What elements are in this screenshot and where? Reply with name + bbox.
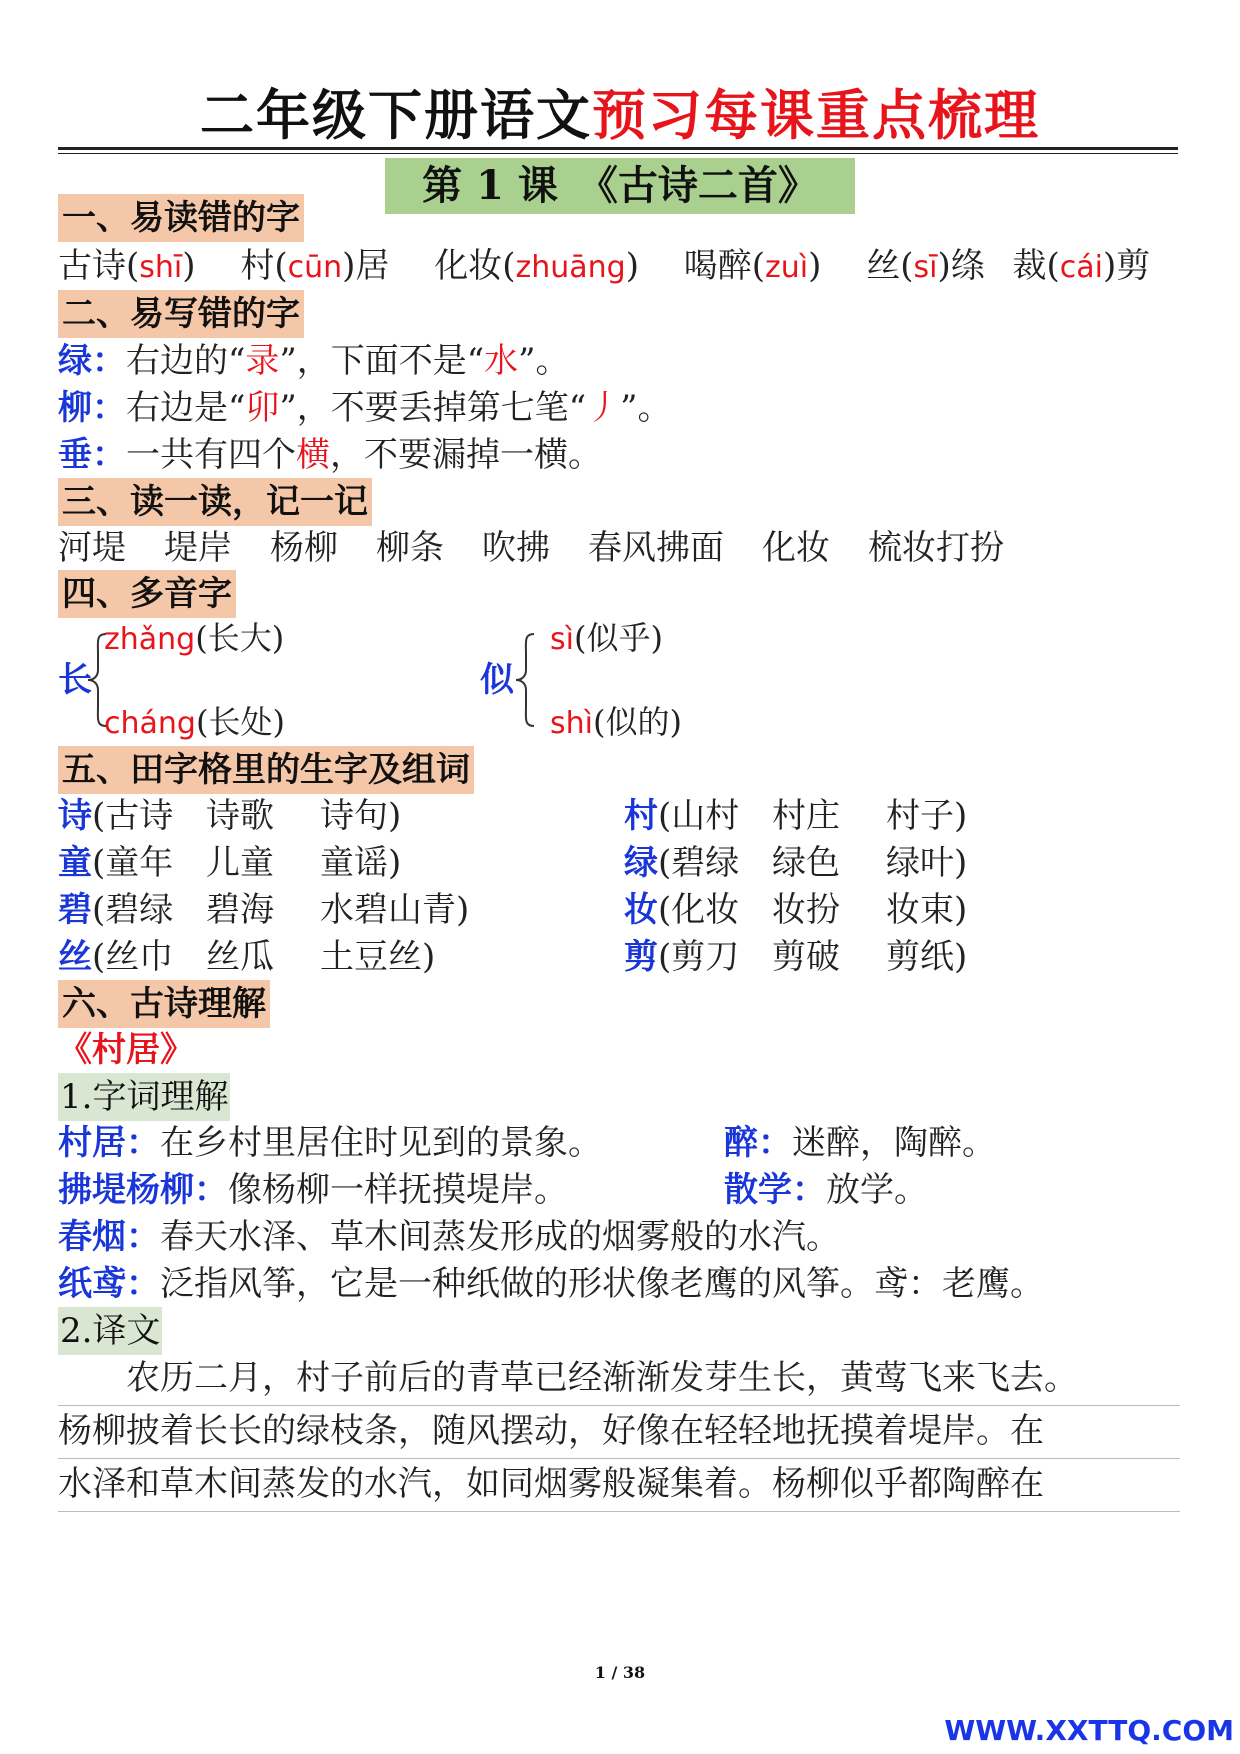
lesson-heading: 第 1 课 《古诗二首》 [385, 158, 855, 214]
polyphone-char: 长 [58, 660, 92, 700]
definition-row: 春烟：春天水泽、草木间蒸发形成的烟雾般的水汽。 [58, 1217, 840, 1257]
misread-item: 村(cūn)居 [240, 246, 390, 286]
brace-icon [514, 632, 536, 728]
section-4-heading: 四、多音字 [58, 570, 236, 618]
title-black-part: 二年级下册语文 [200, 83, 592, 147]
translation-line: 杨柳披着长长的绿枝条，随风摆动，好像在轻轻地抚摸着堤岸。在 [58, 1405, 1180, 1459]
word: 堤岸 [164, 528, 232, 568]
word-group-row: 剪(剪刀 剪破 剪纸) [624, 937, 968, 977]
word-group-row: 村(山村 村庄 村子) [624, 796, 968, 836]
word: 春风拂面 [588, 528, 724, 568]
page-number: 1 / 38 [594, 1663, 646, 1682]
miswrite-row: 绿：右边的“录”，下面不是“水”。 [58, 341, 570, 381]
miswrite-row: 柳：右边是“卯”，不要丢掉第七笔“丿”。 [58, 388, 672, 428]
watermark-url: WWW.XXTTQ.COM [944, 1714, 1234, 1747]
polyphone-top: zhǎng(长大) [104, 619, 285, 657]
word-group-row: 碧(碧绿 碧海 水碧山青) [58, 890, 470, 930]
misread-item: 古诗(shī) [58, 246, 196, 286]
word: 梳妆打扮 [868, 528, 1004, 568]
word-group-row: 妆(化妆 妆扮 妆束) [624, 890, 968, 930]
poem-title: 《村居》 [58, 1030, 194, 1070]
misread-chars-row [58, 242, 1150, 292]
read-words-row [58, 524, 1042, 572]
section-6-heading: 六、古诗理解 [58, 980, 270, 1028]
word: 化妆 [762, 528, 830, 568]
polyphone-bottom: shì(似的) [550, 703, 682, 741]
definition-row: 散学：放学。 [724, 1170, 928, 1210]
page-title [0, 80, 1240, 150]
section-3-heading: 三、读一读，记一记 [58, 478, 372, 526]
word-group-row: 绿(碧绿 绿色 绿叶) [624, 843, 968, 883]
translation-line: 农历二月，村子前后的青草已经渐渐发芽生长，黄莺飞来飞去。 [58, 1352, 1180, 1406]
misread-item: 裁(cái)剪 [1012, 246, 1151, 286]
word-group-row: 童(童年 儿童 童谣) [58, 843, 402, 883]
subsection-vocab-heading: 1.字词理解 [58, 1073, 230, 1121]
definition-row: 纸鸢：泛指风筝，它是一种纸做的形状像老鹰的风筝。鸢：老鹰。 [58, 1264, 1044, 1304]
word: 杨柳 [270, 528, 338, 568]
word-group-row: 诗(古诗 诗歌 诗句) [58, 796, 402, 836]
title-red-part: 预习每课重点梳理 [592, 83, 1040, 147]
definition-row: 村居：在乡村里居住时见到的景象。 [58, 1123, 602, 1163]
section-5-heading: 五、田字格里的生字及组词 [58, 746, 474, 794]
polyphone-char: 似 [480, 660, 514, 700]
word: 河堤 [58, 528, 126, 568]
subsection-translation-heading: 2.译文 [58, 1307, 162, 1355]
polyphone-top: sì(似乎) [550, 619, 663, 657]
misread-item: 化妆(zhuāng) [434, 246, 639, 286]
section-2-heading: 二、易写错的字 [58, 290, 304, 338]
word: 柳条 [376, 528, 444, 568]
miswrite-row: 垂：一共有四个横，不要漏掉一横。 [58, 435, 602, 475]
section-1-heading: 一、易读错的字 [58, 194, 304, 242]
misread-item: 丝(sī)绦 [866, 246, 985, 286]
word: 吹拂 [482, 528, 550, 568]
title-rule-thin [58, 153, 1178, 154]
word-group-row: 丝(丝巾 丝瓜 土豆丝) [58, 937, 436, 977]
definition-row: 拂堤杨柳：像杨柳一样抚摸堤岸。 [58, 1170, 568, 1210]
polyphone-bottom: cháng(长处) [104, 703, 285, 741]
misread-item: 喝醉(zuì) [683, 246, 822, 286]
title-rule-thick [58, 147, 1178, 150]
definition-row: 醉：迷醉，陶醉。 [724, 1123, 996, 1163]
translation-line: 水泽和草木间蒸发的水汽，如同烟雾般凝集着。杨柳似乎都陶醉在 [58, 1458, 1180, 1512]
